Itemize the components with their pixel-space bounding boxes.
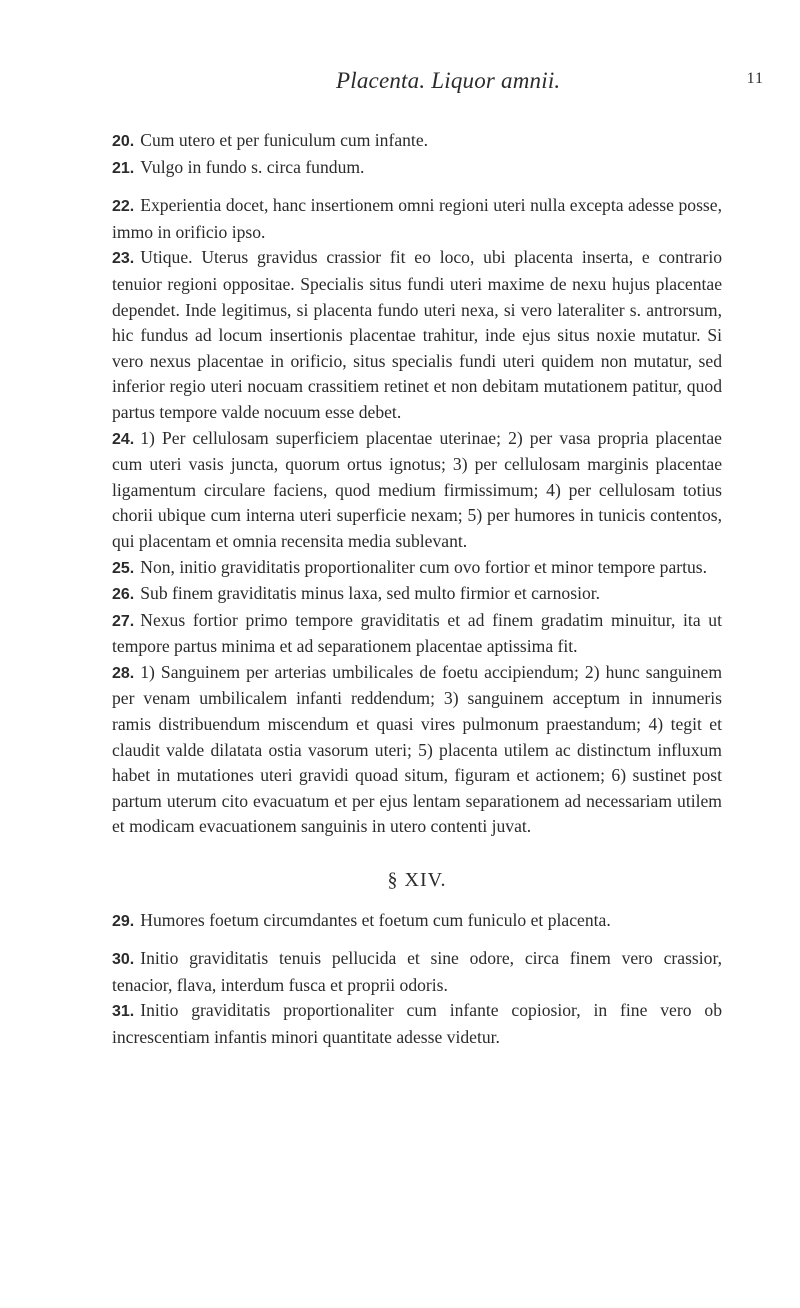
paragraph-25 [112,555,722,582]
paragraph-number: 24. [112,430,135,448]
paragraph-21 [112,155,722,182]
paragraph-27 [112,608,722,660]
paragraph-text: 1) Sanguinem per arterias umbilicales de foetu accipiendum; 2) hunc sanguinem per venam umbilicalem infanti reddendum; 3) sanguinem acceptum in innumeris ramis distribuendum miscendum et quasi vires pulmonum praestandum; 4) tegit et claudit valde dilatata ostia vasorum uteri; 5) placenta utilem ac distinctum influxum habet in mutationes uteri gravidi quoad situm, figuram et actionem; 6) sustinet post partum uterum cito evacuatum et per ejus lentam separationem ad necessariam utilem et modicam evacuationem sanguinis in utero contenti juvat. [112,661,722,837]
paragraph-number: 28. [112,664,135,682]
paragraph-number: 22. [112,198,135,216]
paragraph-number: 31. [112,1003,135,1021]
paragraph-number: 29. [112,912,135,930]
paragraph-text: 1) Per cellulosam superficiem placentae uterinae; 2) per vasa propria placentae cum uteri vasis juncta, quorum ortus ignotus; 3) per cellulosam marginis placentae ligamentum circulare faciens, quod medium firmissimum; 4) per cellulosam totius chorii ubique cum interna uteri superficie nexam; 5) per humores in tunicis contentos, qui placentam et omnia recensita media sublevant. [112,427,722,551]
paragraph-20 [112,128,722,155]
paragraph-number: 23. [112,250,135,268]
paragraph-number: 26. [112,586,135,604]
page-number: 11 [746,70,764,87]
page-body [112,128,722,1051]
paragraph-number: 30. [112,951,135,969]
section-heading: § XIV. [387,869,447,892]
paragraph-number: 20. [112,133,135,150]
paragraph-24 [112,426,722,555]
paragraph-text: Non, initio graviditatis proportionaliter cum ovo fortior et minor tempore partus. [140,556,708,577]
header-title: Placenta. Liquor amnii. [336,68,561,93]
paragraph-text: Initio graviditatis tenuis pellucida et sine odore, circa finem vero crassior, tenacior, flava, interdum fusca et proprii odoris. [112,948,722,995]
running-header [0,60,800,100]
paragraph-text: Nexus fortior primo tempore graviditatis et ad finem gradatim minuitur, ita ut tempore partus minima et ad separationem placentae aptissima fit. [112,609,722,657]
paragraph-26 [112,581,722,608]
paragraph-text: Humores foetum circumdantes et foetum cum funiculo et placenta. [140,909,611,930]
paragraph-text: Cum utero et per funiculum cum infante. [140,130,429,150]
paragraph-30 [112,946,722,998]
paragraph-29 [112,908,722,935]
paragraph-22 [112,193,722,245]
paragraph-28 [112,660,722,840]
paragraph-23 [112,245,722,425]
paragraph-31 [112,998,722,1050]
paragraph-text: Experientia docet, hanc insertionem omni regioni uteri nulla excepta adesse posse, immo in orificio ipso. [112,195,722,242]
paragraph-number: 21. [112,159,135,177]
paragraph-text: Utique. Uterus gravidus crassior fit eo loco, ubi placenta inserta, e contrario tenuior regioni oppositae. Specialis situs fundi uteri maxime de nexu hujus placentae dependet. Inde legitimus, si placenta fundo uteri nexa, si vero lateraliter s. antrorsum, hic fundus ad locum insertionis placentae trahitur, inde ejus situs noxie mutatur. Si vero nexus placentae in orificio, situs specialis fundi uteri quidem non mutatur, sed inferior regio uteri nocuam crassitiem retinet et non debitam mutationem patitur, quod partus tempore valde nocuum esse debet. [112,247,722,422]
paragraph-text: Sub finem graviditatis minus laxa, sed multo firmior et carnosior. [140,583,601,604]
paragraph-text: Initio graviditatis proportionaliter cum infante copiosior, in fine vero ob increscentiam infantis minori quantitate adesse videtur. [112,1000,722,1047]
paragraph-text: Vulgo in fundo s. circa fundum. [140,156,365,177]
paragraph-number: 25. [112,559,135,577]
paragraph-number: 27. [112,612,135,630]
